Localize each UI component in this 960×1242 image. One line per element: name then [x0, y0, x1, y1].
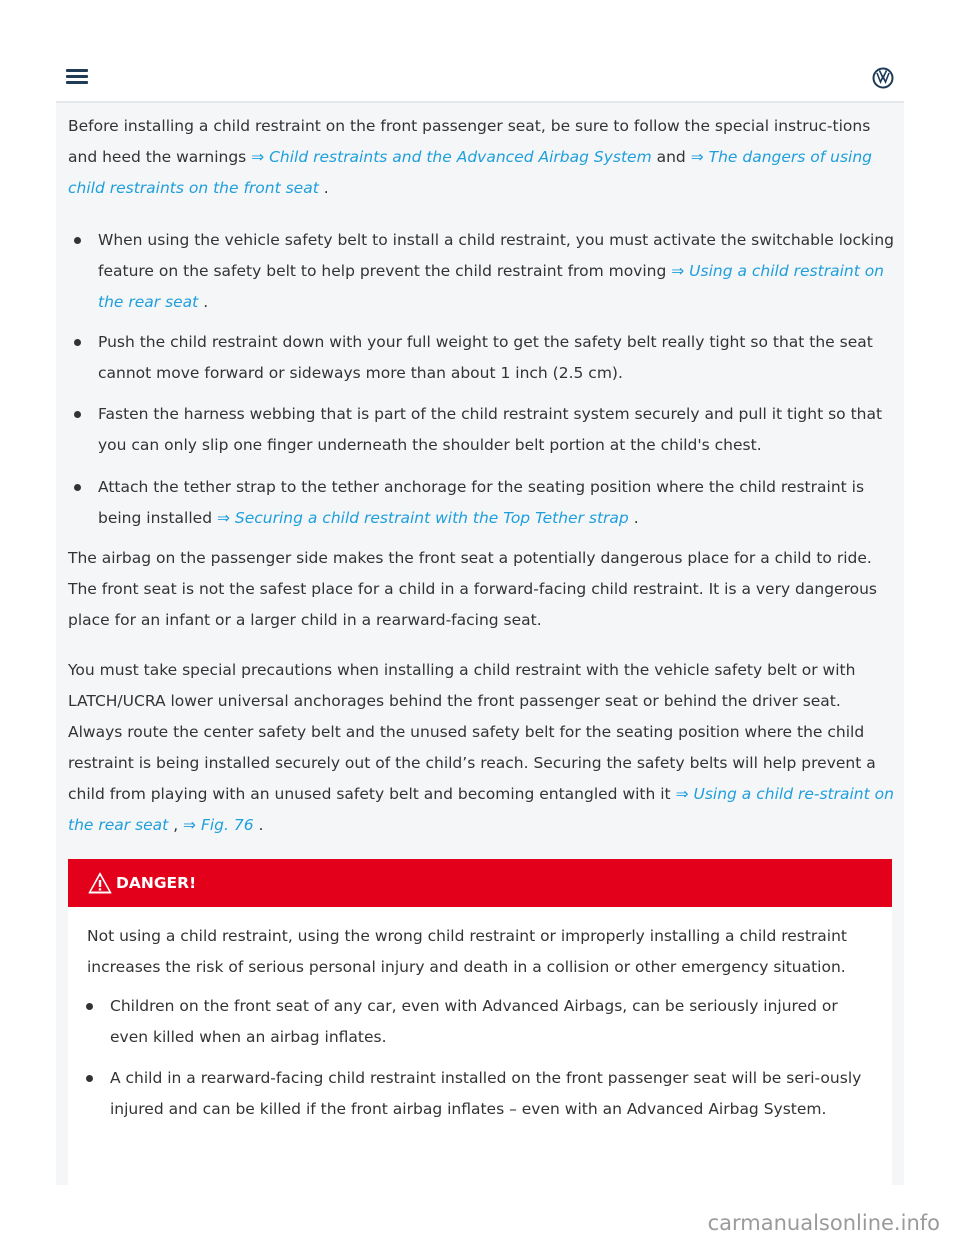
intro-end: .	[318, 179, 329, 197]
link-using-child-restraint-rear[interactable]: ⇒ Using a child restraint on the rear seat	[98, 262, 885, 311]
danger-box	[68, 859, 892, 1185]
top-navigation-bar	[56, 55, 904, 103]
airbag-paragraph: The airbag on the passenger side makes the front seat a potentially dangerous place for a child to ride. The front seat is not the safest place for a child in a forward-facing child restraint. It is a very dangerous place for an infant or a larger child in a rearward-facing seat.	[68, 549, 878, 629]
hamburger-menu-icon[interactable]	[66, 69, 88, 85]
list-item	[110, 991, 880, 1053]
bullet-text: When using the vehicle safety belt to install a child restraint, you must activate the switchable locking feature on the safety belt to help prevent the child restraint from moving	[98, 231, 895, 280]
link-child-restraints-airbag[interactable]: ⇒ Child restraints and the Advanced Airbag System	[251, 148, 652, 166]
list-item	[110, 1063, 880, 1125]
bullet-text: Fasten the harness webbing that is part of the child restraint system securely and pull it tight so that you can only slip one finger underneath the shoulder belt portion at the child's chest.	[98, 405, 883, 454]
watermark: carmanualsonline.info	[707, 1211, 940, 1235]
danger-bullet-text: Children on the front seat of any car, even with Advanced Airbags, can be seriously injured or even killed when an airbag inflates.	[110, 997, 838, 1046]
danger-intro: Not using a child restraint, using the wrong child restraint or improperly installing a child restraint increases the risk of serious personal injury and death in a collision or other emergency situation.	[87, 927, 848, 976]
bullet-text: Attach the tether strap to the tether anchorage for the seating position where the child restraint is being installed	[98, 478, 865, 527]
warning-triangle-icon	[88, 872, 112, 894]
link-top-tether-strap[interactable]: ⇒ Securing a child restraint with the Top Tether strap	[216, 509, 629, 527]
list-item	[98, 327, 904, 389]
danger-bullet-text: A child in a rearward-facing child restraint installed on the front passenger seat will be seri-ously injured and can be killed if the front airbag inflates – even with an Advanced Airbag System.	[110, 1069, 862, 1118]
precautions-text: You must take special precautions when installing a child restraint with the vehicle safety belt or with LATCH/UCRA lower universal anchorages behind the front passenger seat or behind the driver seat. Always route the center safety belt and the unused safety belt for the seating position where the child restraint is being installed securely out of the child’s reach. Securing the safety belts will help prevent a child from playing with an unused safety belt and becoming entangled with it	[68, 661, 876, 803]
precautions-paragraph	[68, 655, 898, 841]
list-item	[98, 399, 904, 461]
intro-middle: and	[651, 148, 691, 166]
danger-title: DANGER!	[116, 874, 197, 892]
manual-content	[56, 103, 904, 1185]
bullet-end: .	[628, 509, 639, 527]
link-dangers-front-seat[interactable]: ⇒ The dangers of using child restraints on the front seat	[68, 148, 873, 197]
precautions-sep: ,	[168, 816, 184, 834]
list-item	[98, 225, 904, 318]
intro-paragraph	[68, 111, 898, 204]
danger-header	[68, 859, 892, 907]
precautions-end: .	[253, 816, 264, 834]
bullet-end: .	[198, 293, 209, 311]
vw-logo-icon[interactable]	[872, 67, 894, 89]
intro-text: Before installing a child restraint on the front passenger seat, be sure to follow the special instruc-tions and heed the warnings	[68, 117, 871, 166]
footer	[0, 1185, 960, 1242]
link-fig-76[interactable]: ⇒ Fig. 76	[183, 816, 254, 834]
bullet-text: Push the child restraint down with your full weight to get the safety belt really tight so that the seat cannot move forward or sideways more than about 1 inch (2.5 cm).	[98, 333, 873, 382]
list-item	[98, 472, 904, 534]
link-using-child-restraint-rear-2[interactable]: ⇒ Using a child re-straint on the rear seat	[68, 785, 894, 834]
